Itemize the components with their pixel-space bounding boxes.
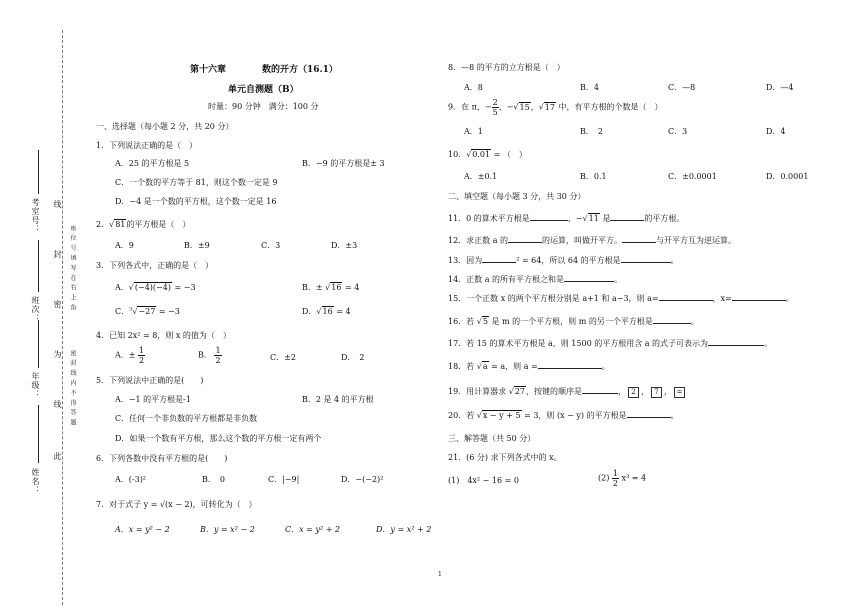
page-number: 1	[438, 571, 442, 578]
question-13: 13．因为 ² = 64，所以 64 的平方根是 。	[448, 256, 679, 265]
question-19: 19．用计算器求 √27，按键的顺序是 ， 2 ， 7 ， =	[448, 385, 687, 398]
q7-option-d: D．y = x² + 2	[376, 525, 432, 534]
q2-option-b: B．±9	[184, 241, 210, 250]
q8-option-b: B．4	[580, 83, 599, 92]
q4-option-c: C．±2	[270, 353, 296, 362]
q9-option-c: C．3	[668, 127, 688, 136]
grade-label: 年级：	[31, 372, 40, 399]
name-line	[38, 405, 39, 463]
question-5: 5．下列说法中正确的是( )	[96, 376, 204, 385]
q2-option-c: C．3	[261, 241, 281, 250]
question-9: 9．在 π，− $\frac{2}{5}$，−√15，√17 中，有平方根的个数是（ ）	[448, 98, 663, 117]
q6-option-b: B． 0	[202, 475, 225, 484]
exam-room-line	[38, 150, 39, 194]
q1-option-d: D．−4 是一个数的平方根，这个数一定是 16	[115, 197, 277, 206]
question-16: 16．若 √5 是 m 的一个平方根，则 m 的另一个平方根是 。	[448, 317, 699, 326]
question-10: 10．√0.01 = （ ）	[448, 150, 527, 159]
topic-title: 数的开方（16.1）	[262, 65, 338, 75]
time-and-score: 时量：90 分钟 满分：100 分	[208, 102, 319, 111]
question-12: 12．求正数 a 的 的运算，叫做开平方。 与开平方互为逆运算。	[448, 236, 737, 245]
q5-option-c: C．任何一个非负数的平方根都是非负数	[115, 414, 258, 423]
q3-option-d: D．√16 = 4	[302, 307, 351, 316]
seal-word-mi: 密	[53, 300, 62, 309]
q9-option-b: B． 2	[580, 127, 603, 136]
q4-option-b: B． $\frac{1}{2}$	[198, 346, 221, 365]
question-18: 18．若 √a = a，则 a = 。	[448, 362, 610, 371]
q4-option-a: A．± $\frac{1}{2}$	[115, 346, 145, 365]
q7-option-b: B．y = x² − 2	[200, 525, 255, 534]
question-1: 1．下列说法正确的是（ ）	[96, 141, 198, 150]
q2-option-d: D．±3	[331, 241, 358, 250]
q9-option-d: D．4	[766, 127, 786, 136]
q6-option-c: C．|−9|	[268, 475, 300, 484]
q1-option-c: C．一个数的平方等于 81，则这个数一定是 9	[115, 178, 278, 187]
q5-option-b: B．2 是 4 的平方根	[302, 395, 374, 404]
seal-word-ci: 此	[53, 452, 62, 461]
seal-word-wei: 为	[53, 350, 62, 359]
q8-option-c: C．—8	[668, 83, 696, 92]
q10-option-b: B．0.1	[580, 172, 607, 181]
test-subtitle: 单元自测题（B）	[228, 85, 299, 95]
grade-line	[38, 320, 39, 368]
q1-option-a: A．25 的平方根是 5	[115, 159, 190, 168]
question-7: 7．对于式子 y = √(x − 2)，可转化为（ ）	[96, 500, 257, 509]
question-11: 11．0 的算术平方根是 ，−√11 是 的平方根。	[448, 214, 685, 223]
calc-key-7: 7	[651, 387, 662, 398]
q21-part-1: (1) 4x² − 16 = 0	[448, 476, 519, 485]
seal-instruction-2: 密 封 线 内 不 得 答 题	[69, 350, 76, 427]
section-1-heading: 一、选择题（每小题 2 分，共 20 分）	[96, 122, 234, 131]
section-2-heading: 二、填空题（每小题 3 分，共 30 分）	[448, 192, 586, 201]
question-17: 17．若 15 的算术平方根是 a，则 1500 的平方根用含 a 的式子可表示为 。	[448, 339, 773, 348]
q3-option-c: C．$^3$√−27 = −3	[115, 306, 180, 316]
q7-option-c: C．x = y² + 2	[285, 525, 341, 534]
q10-option-a: A．±0.1	[464, 172, 498, 181]
class-label: 班次：	[31, 296, 40, 323]
q1-option-b: B．−9 的平方根是± 3	[302, 159, 385, 168]
question-20: 20．若 √x − y + 5 = 3，则 (x − y) 的平方根是 。	[448, 411, 679, 420]
question-14: 14．正数 a 的所有平方根之和是 。	[448, 275, 623, 284]
calc-key-equals: =	[674, 387, 685, 398]
q10-option-d: D．0.0001	[766, 172, 809, 181]
question-21: 21．(6 分) 求下列各式中的 x。	[448, 453, 562, 462]
question-8: 8．—8 的平方的立方根是（ ）	[448, 63, 565, 72]
q3-option-b: B．± √16 = 4	[302, 283, 360, 292]
seal-instruction-1: 座 位 号 填 写 在 右 上 角	[69, 225, 76, 312]
seal-word-xian2: 线	[53, 400, 62, 409]
seal-word-feng: 封	[53, 250, 62, 259]
question-6: 6．下列各数中没有平方根的是( )	[96, 454, 228, 463]
q3-option-a: A．√(−4)(−4) = −3	[115, 283, 196, 292]
class-line	[38, 240, 39, 292]
q2-option-a: A．9	[115, 241, 134, 250]
binding-dashed-line	[62, 30, 63, 605]
q7-option-a: A．x = y² − 2	[115, 525, 170, 534]
q8-option-d: D．—4	[766, 83, 794, 92]
question-3: 3．下列各式中，正确的是（ ）	[96, 261, 214, 270]
q9-option-a: A．1	[464, 127, 483, 136]
q6-option-d: D．−(−2)²	[341, 475, 384, 484]
calc-key-2: 2	[628, 387, 639, 398]
q5-option-a: A．−1 的平方根是-1	[115, 395, 191, 404]
q4-option-d: D． 2	[341, 353, 365, 362]
exam-room-label: 考室号：	[31, 198, 40, 234]
q6-option-a: A．(-3)²	[115, 475, 147, 484]
question-15: 15．一个正数 x 的两个平方根分别是 a+1 和 a−3，则 a= ，x= 。	[448, 294, 794, 303]
q10-option-c: C．±0.0001	[668, 172, 717, 181]
q5-option-d: D．如果一个数有平方根，那么这个数的平方根一定有两个	[115, 434, 322, 443]
chapter-title: 第十六章	[190, 65, 227, 75]
q8-option-a: A．8	[464, 83, 483, 92]
q21-part-2: (2) $\frac{1}{2} x^3 = 4$	[598, 469, 647, 488]
seal-word-xian1: 线	[53, 200, 62, 209]
name-label: 姓名：	[31, 468, 40, 495]
question-2: 2．√81的平方根是（ ）	[96, 220, 191, 229]
section-3-heading: 三、解答题（共 50 分）	[448, 434, 536, 443]
question-4: 4．已知 2x² = 8，则 x 的值为（ ）	[96, 331, 231, 340]
